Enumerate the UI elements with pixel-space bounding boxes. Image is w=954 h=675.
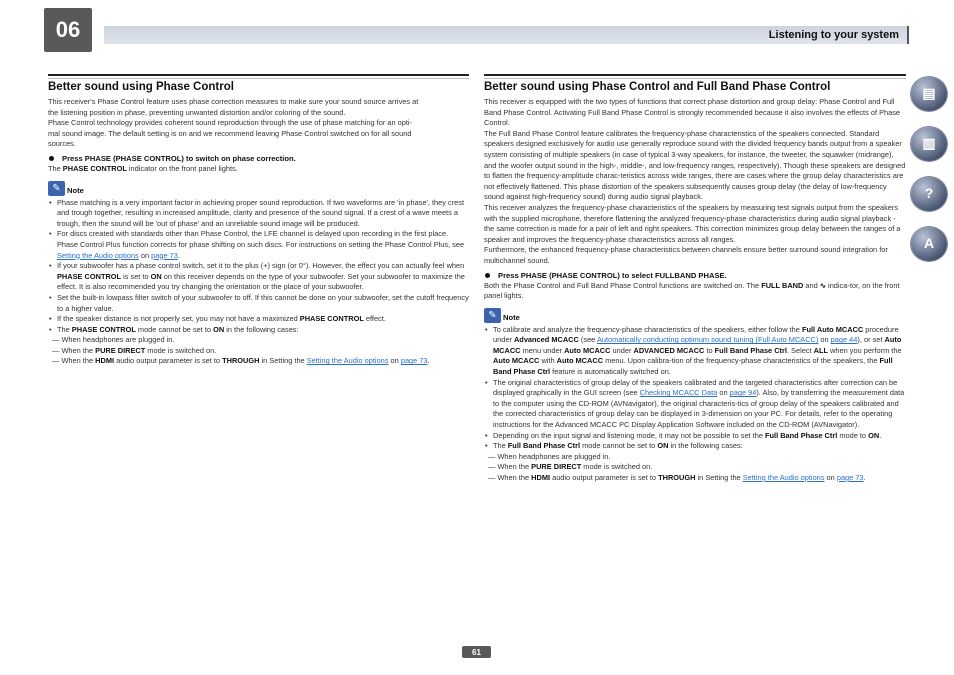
text: with — [539, 356, 557, 366]
text: on — [138, 250, 152, 260]
text: indica-tor, on the front panel lights. — [484, 280, 900, 301]
text: menu. Upon calibra-tion of the frequency-phase characteristics of the speakers, the — [603, 356, 880, 366]
right-note-header — [484, 308, 906, 323]
text: on — [818, 335, 831, 345]
page-44-link[interactable]: page 44 — [830, 335, 858, 345]
intro-line: This receiver's Phase Control feature uses phase correction measures to make sure your sound source arrives at — [48, 97, 419, 106]
text: Both the Phase Control and Full Band Phase Control functions are switched on. The — [484, 280, 762, 290]
text: . — [427, 356, 430, 366]
intro-line: the listening position in phase, preventing unwanted distortion and/or coloring of the sound. — [48, 107, 346, 117]
bold-text: Auto MCACC — [564, 345, 611, 355]
text: on — [824, 473, 837, 482]
right-body: This receiver analyzes the frequency-phase characteristics of the speakers by measuring test signals output from the speakers with the supplied microphone, therefore flattening the analyzed frequency-phase characteristics during audio signal playback - the same correction is made for a pair of left and right speakers. This correction minimizes group delay between the ranges of a speaker and improves the frequency-phase characteristics across all ranges. — [484, 202, 901, 244]
bold-text: Advanced MCACC — [513, 335, 579, 345]
list-item — [48, 325, 469, 336]
right-note-list — [484, 325, 906, 484]
text: indicator on the front panel lights. — [126, 163, 238, 173]
dash-item — [48, 356, 469, 367]
text: audio output parameter is set to — [114, 356, 223, 366]
bold-text: Full Auto MCACC — [801, 324, 864, 334]
text: to — [704, 345, 715, 355]
bold-text: ON — [657, 441, 669, 451]
dash-item — [484, 473, 906, 484]
left-heading-rule — [48, 74, 469, 76]
bold-text: ON — [868, 430, 880, 440]
intro-line: mal sound image. The default setting is on and we recommend leaving Phase Control switched on for all sound — [48, 128, 412, 138]
text: mode cannot be set to — [135, 324, 214, 334]
bold-text: ADVANCED MCACC — [633, 345, 705, 355]
text: on — [717, 388, 730, 398]
list-item — [484, 441, 906, 452]
bold-text: Full Band Phase Ctrl — [493, 356, 893, 377]
chapter-number: 06 — [44, 8, 92, 52]
text: audio output parameter is set to — [550, 473, 659, 482]
text: mode to — [837, 430, 869, 440]
bold-text: HDMI — [95, 356, 115, 366]
left-step-result — [48, 164, 469, 175]
audio-options-link[interactable]: Setting the Audio options — [57, 250, 139, 260]
bold-text: PHASE CONTROL — [57, 271, 122, 281]
text: The original characteristics of group delay of the speakers calibrated and the targeted characteristics after correction can be displayed graphically in the GUI screen (see — [493, 377, 898, 398]
bold-text: THROUGH — [658, 473, 696, 482]
right-heading-rule — [484, 74, 906, 76]
page-73-link[interactable]: page 73 — [151, 250, 178, 260]
full-auto-mcacc-link[interactable]: Automatically conducting optimum sound tuning (Full Auto MCACC) — [596, 335, 819, 345]
faq-icon[interactable]: ? — [911, 177, 947, 211]
list-item — [484, 325, 906, 378]
text: — When the — [488, 473, 532, 482]
text: in the following cases: — [668, 441, 743, 451]
text: menu under — [520, 345, 565, 355]
text: procedure under — [493, 324, 899, 345]
right-body: Furthermore, the enhanced frequency-phase characteristics between channels ensure better surround sound integration for multichannel sound. — [484, 245, 888, 265]
page-number: 61 — [462, 646, 491, 658]
note-label: Note — [503, 313, 520, 323]
text: For discs created with standards other than Phase Control, the LFE channel is delayed upon recording in the first place. Phase Control Plus function corrects for phase shifting on such discs. For instructions on setting the Phase Control Plus, see — [57, 229, 465, 249]
dash-item — [484, 462, 906, 473]
bold-text: PHASE CONTROL — [62, 163, 127, 173]
section-title: Listening to your system — [768, 29, 899, 41]
left-step — [48, 154, 469, 163]
fullband-indicator-icon: ∿ — [819, 280, 826, 290]
bold-text: PHASE CONTROL — [71, 324, 136, 334]
text: To calibrate and analyze the frequency-phase characteristics of the speakers, either follow the — [493, 324, 802, 334]
appendix-icon[interactable]: A — [911, 227, 947, 261]
text: — When the — [52, 345, 96, 355]
right-step — [484, 271, 906, 280]
text: feature is automatically switched on. — [550, 367, 671, 377]
text: when you perform the — [828, 345, 902, 355]
bold-text: Full Band Phase Ctrl — [765, 430, 838, 440]
text: effect. — [363, 314, 386, 324]
text: . — [863, 473, 866, 482]
right-column — [484, 74, 906, 484]
text: on this receiver depends on the type of your subwoofer. Set your subwoofer to maximize the effect. It is also recommended you try changing the orientation or the place of your subwoofer. — [57, 271, 465, 292]
text: The — [57, 324, 72, 334]
text: If the speaker distance is not properly set, you may not have a maximized — [57, 314, 300, 324]
text: . — [879, 430, 882, 440]
right-step-text: Press PHASE (PHASE CONTROL) to select FULLBAND PHASE. — [498, 270, 727, 280]
text: in the following cases: — [224, 324, 299, 334]
dash-item: — When headphones are plugged in. — [488, 451, 611, 461]
section-header-bar — [104, 26, 909, 44]
text: and — [803, 280, 820, 290]
text: — When the — [488, 462, 532, 472]
right-body: This receiver is equipped with the two types of functions that correct phase distortion and group delay: Phase Control and Full Band Phase Control. Activating Full Band Phase Control is strongly recommended because it also involves the effects of Phase Control. — [484, 97, 901, 128]
list-item: • Set the built-in lowpass filter switch of your subwoofer to off. If this cannot be done on your subwoofer, set the cutoff frequency to a higher value. — [48, 293, 469, 314]
text: Depending on the input signal and listening mode, it may not be possible to set the — [493, 430, 765, 440]
text: is set to — [121, 271, 151, 281]
list-item — [48, 229, 469, 261]
list-item — [48, 261, 469, 293]
bold-text: Full Band Phase Ctrl — [714, 345, 787, 355]
bold-text: PHASE CONTROL — [299, 314, 364, 324]
left-note-header — [48, 181, 469, 196]
intro-line: Phase Control technology provides coherent sound reproduction through the use of phase matching for an opti- — [48, 118, 413, 128]
text: — When the — [52, 356, 96, 366]
list-item — [48, 314, 469, 325]
right-step-result — [484, 281, 906, 302]
dash-item: — When headphones are plugged in. — [52, 335, 175, 345]
intro-line: sources. — [48, 139, 76, 149]
audio-options-link[interactable]: Setting the Audio options — [742, 473, 825, 482]
list-item: • Phase matching is a very important factor in achieving proper sound reproduction. If two waveforms are 'in phase', they crest and trough together, resulting in increased amplitude, clarity and presence of the sound signal. If a crest of a wave meets a trough, then the sound will be 'out of phase' and an unreliable sound image will be produced. — [48, 198, 469, 230]
text: ). Also, by transferring the measurement data to the computer using the CD-ROM (AVNavigator), the original characteris-tics of group delay of the speakers calibrated and the corrected characteristics of group delay can be displayed in 3-dimension on your PC. For details, refer to the operating instructions for the Advanced MCACC PC Display Application Software included on the CD-ROM (AVNavigator). — [493, 388, 905, 430]
left-note-list — [48, 198, 469, 368]
bold-text: THROUGH — [222, 356, 260, 366]
left-step-text: Press PHASE (PHASE CONTROL) to switch on phase correction. — [62, 153, 296, 163]
text: The — [48, 163, 63, 173]
left-column — [48, 74, 469, 367]
note-label: Note — [67, 186, 84, 196]
left-intro — [48, 97, 469, 150]
text: mode is switched on. — [581, 462, 653, 472]
bullet-dot-icon — [485, 273, 490, 278]
text: mode is switched on. — [145, 345, 217, 355]
book-icon[interactable]: ▤ — [911, 77, 947, 111]
left-heading: Better sound using Phase Control — [48, 81, 234, 93]
bold-text: ON — [213, 324, 225, 334]
text: (see — [578, 335, 597, 345]
text: The — [493, 441, 508, 451]
text: . — [177, 250, 180, 260]
remote-icon[interactable]: ▥ — [911, 127, 947, 161]
bold-text: FULL BAND — [761, 280, 804, 290]
text: . Select — [786, 345, 814, 355]
bold-text: ALL — [813, 345, 829, 355]
bold-text: ON — [150, 271, 162, 281]
bold-text: Auto MCACC — [556, 356, 604, 366]
sidebar-nav — [911, 77, 949, 277]
bold-text: PURE DIRECT — [95, 345, 146, 355]
text: on — [388, 356, 401, 366]
bullet-dot-icon — [49, 156, 54, 161]
page-94-link[interactable]: page 94 — [729, 388, 757, 398]
bold-text: Auto MCACC — [493, 356, 540, 366]
dash-item — [48, 346, 469, 357]
bold-text: Full Band Phase Ctrl — [507, 441, 581, 451]
bold-text: Auto MCACC — [493, 335, 902, 355]
bold-text: PURE DIRECT — [531, 462, 582, 472]
right-body: The Full Band Phase Control feature calibrates the frequency-phase characteristics of the speakers connected. Standard speakers designed exclusively for audio use generally reproduce sound with the divided frequency bands output from a speaker system consisting of multiple speakers (in case of typical 3-way speakers, for instance, the tweeter, the squawker (midrange), and the woofer output sound in the high-, middle-, and low-frequency ranges, respectively). Though these speakers are designed to flatten the frequency-amplitude charac-teristics across wide ranges, there are cases where the group delay characteristics are not effectively flattened. This phase distortion of the speakers subsequently causes group delay (the delay of low-frequency sound against high-frequency sound) during audio signal playback. — [484, 128, 906, 202]
note-pencil-icon: ✎ — [484, 308, 501, 323]
list-item — [484, 378, 906, 431]
right-heading: Better sound using Phase Control and Full Band Phase Control — [484, 81, 831, 93]
text: ), or set — [857, 335, 885, 345]
checking-mcacc-link[interactable]: Checking MCACC Data — [639, 388, 718, 398]
page-73-link[interactable]: page 73 — [400, 356, 428, 366]
text: in Setting the — [259, 356, 307, 366]
page-73-link[interactable]: page 73 — [836, 473, 864, 482]
text: mode cannot be set to — [580, 441, 658, 451]
text: under — [610, 345, 634, 355]
note-pencil-icon: ✎ — [48, 181, 65, 196]
audio-options-link[interactable]: Setting the Audio options — [306, 356, 389, 366]
header-tick — [907, 26, 909, 44]
list-item — [484, 431, 906, 442]
text: in Setting the — [695, 473, 743, 482]
text: If your subwoofer has a phase control switch, set it to the plus (+) sign (or 0°). However, the effect you can actually feel when — [57, 261, 465, 271]
bold-text: HDMI — [531, 473, 551, 482]
